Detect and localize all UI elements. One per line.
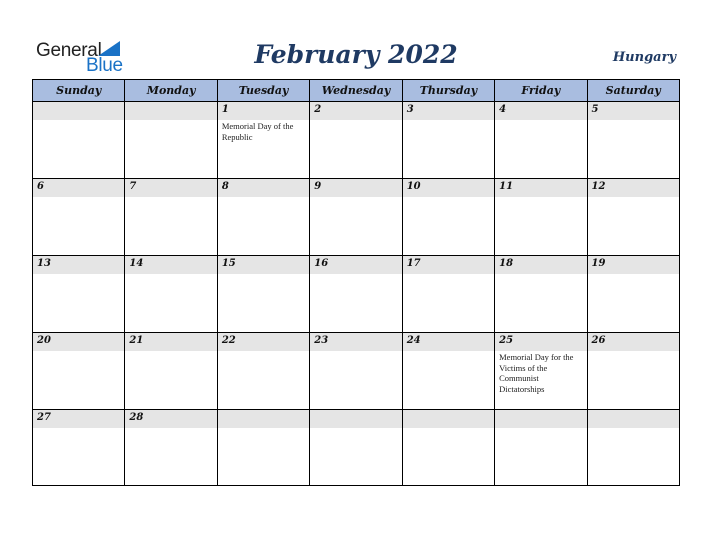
day-number-strip xyxy=(125,102,216,120)
day-cell xyxy=(588,256,679,332)
weeks-container xyxy=(33,102,679,486)
day-cell xyxy=(310,410,402,486)
weekday-monday: Monday xyxy=(125,80,217,101)
date-number: 23 xyxy=(314,335,329,346)
date-number: 21 xyxy=(129,335,144,346)
calendar-title: February 2022 xyxy=(254,40,458,69)
date-number: 16 xyxy=(314,258,329,269)
day-cell xyxy=(218,410,310,486)
date-number: 26 xyxy=(591,335,606,346)
day-cell xyxy=(125,333,217,409)
weekday-saturday: Saturday xyxy=(605,84,661,97)
week-row xyxy=(33,179,679,256)
day-cell xyxy=(33,410,125,486)
week-row xyxy=(33,256,679,333)
date-number: 4 xyxy=(499,104,507,115)
date-number: 18 xyxy=(499,258,514,269)
day-cell xyxy=(588,102,679,178)
date-number: 2 xyxy=(314,104,322,115)
day-cell xyxy=(125,179,217,255)
date-number: 12 xyxy=(591,181,606,192)
holiday-event: Memorial Day for the Victims of the Communist Dictatorships xyxy=(499,352,574,394)
weekday-sunday: Sunday xyxy=(33,80,125,101)
date-number: 27 xyxy=(37,412,51,423)
date-number: 8 xyxy=(221,181,229,192)
date-number: 5 xyxy=(591,104,599,115)
day-cell xyxy=(495,256,587,332)
day-cell xyxy=(403,410,495,486)
date-number: 10 xyxy=(406,181,421,192)
day-number-strip xyxy=(495,410,586,428)
day-cell xyxy=(588,333,679,409)
day-cell xyxy=(495,179,587,255)
day-cell xyxy=(33,333,125,409)
day-cell xyxy=(218,179,310,255)
day-cell xyxy=(218,102,310,178)
country-label: Hungary xyxy=(612,50,676,65)
day-cell xyxy=(495,410,587,486)
day-number-strip xyxy=(33,179,124,197)
date-number: 13 xyxy=(37,258,51,269)
day-number-strip xyxy=(33,102,124,120)
date-number: 22 xyxy=(221,335,236,346)
date-number: 28 xyxy=(129,412,144,423)
day-number-strip xyxy=(310,410,401,428)
weekday-header-row xyxy=(33,80,679,102)
day-cell xyxy=(310,256,402,332)
day-cell xyxy=(310,102,402,178)
date-number: 24 xyxy=(406,335,421,346)
day-cell xyxy=(310,333,402,409)
day-cell xyxy=(33,179,125,255)
day-number-strip xyxy=(125,179,216,197)
day-cell xyxy=(588,410,679,486)
day-cell xyxy=(125,256,217,332)
date-number: 25 xyxy=(499,335,514,346)
date-number: 19 xyxy=(591,258,606,269)
week-row xyxy=(33,410,679,486)
day-number-strip xyxy=(310,102,401,120)
day-number-strip xyxy=(218,410,309,428)
logo-word-general: General xyxy=(36,40,102,61)
date-number: 6 xyxy=(37,181,44,192)
day-number-strip xyxy=(218,179,309,197)
day-cell xyxy=(403,256,495,332)
date-number: 3 xyxy=(406,104,414,115)
day-cell xyxy=(125,410,217,486)
day-cell xyxy=(33,256,125,332)
weekday-thursday: Thursday xyxy=(403,80,495,101)
day-cell xyxy=(218,333,310,409)
day-cell xyxy=(33,102,125,178)
day-cell xyxy=(403,333,495,409)
week-row xyxy=(33,102,679,179)
day-number-strip xyxy=(588,410,679,428)
date-number: 7 xyxy=(129,181,137,192)
date-number: 11 xyxy=(499,181,514,192)
holiday-event: Memorial Day of the Republic xyxy=(221,121,294,142)
weekday-wednesday: Wednesday xyxy=(310,80,402,101)
day-number-strip xyxy=(218,102,309,120)
date-number: 9 xyxy=(314,181,322,192)
month-calendar xyxy=(32,79,680,486)
day-number-strip xyxy=(495,102,586,120)
day-cell xyxy=(310,179,402,255)
date-number: 20 xyxy=(37,335,51,346)
day-cell xyxy=(403,179,495,255)
day-number-strip xyxy=(403,410,494,428)
day-cell xyxy=(403,102,495,178)
date-number: 1 xyxy=(221,104,229,115)
day-number-strip xyxy=(588,102,679,120)
weekday-friday: Friday xyxy=(495,80,587,101)
day-number-strip xyxy=(310,179,401,197)
logo-word-blue: Blue xyxy=(86,55,123,76)
day-cell xyxy=(495,102,587,178)
day-cell xyxy=(125,102,217,178)
weekday-tuesday: Tuesday xyxy=(218,80,310,101)
date-number: 15 xyxy=(221,258,236,269)
week-row xyxy=(33,333,679,410)
date-number: 17 xyxy=(406,258,421,269)
day-number-strip xyxy=(403,102,494,120)
day-cell xyxy=(495,333,587,409)
date-number: 14 xyxy=(129,258,144,269)
day-cell xyxy=(588,179,679,255)
day-cell xyxy=(218,256,310,332)
